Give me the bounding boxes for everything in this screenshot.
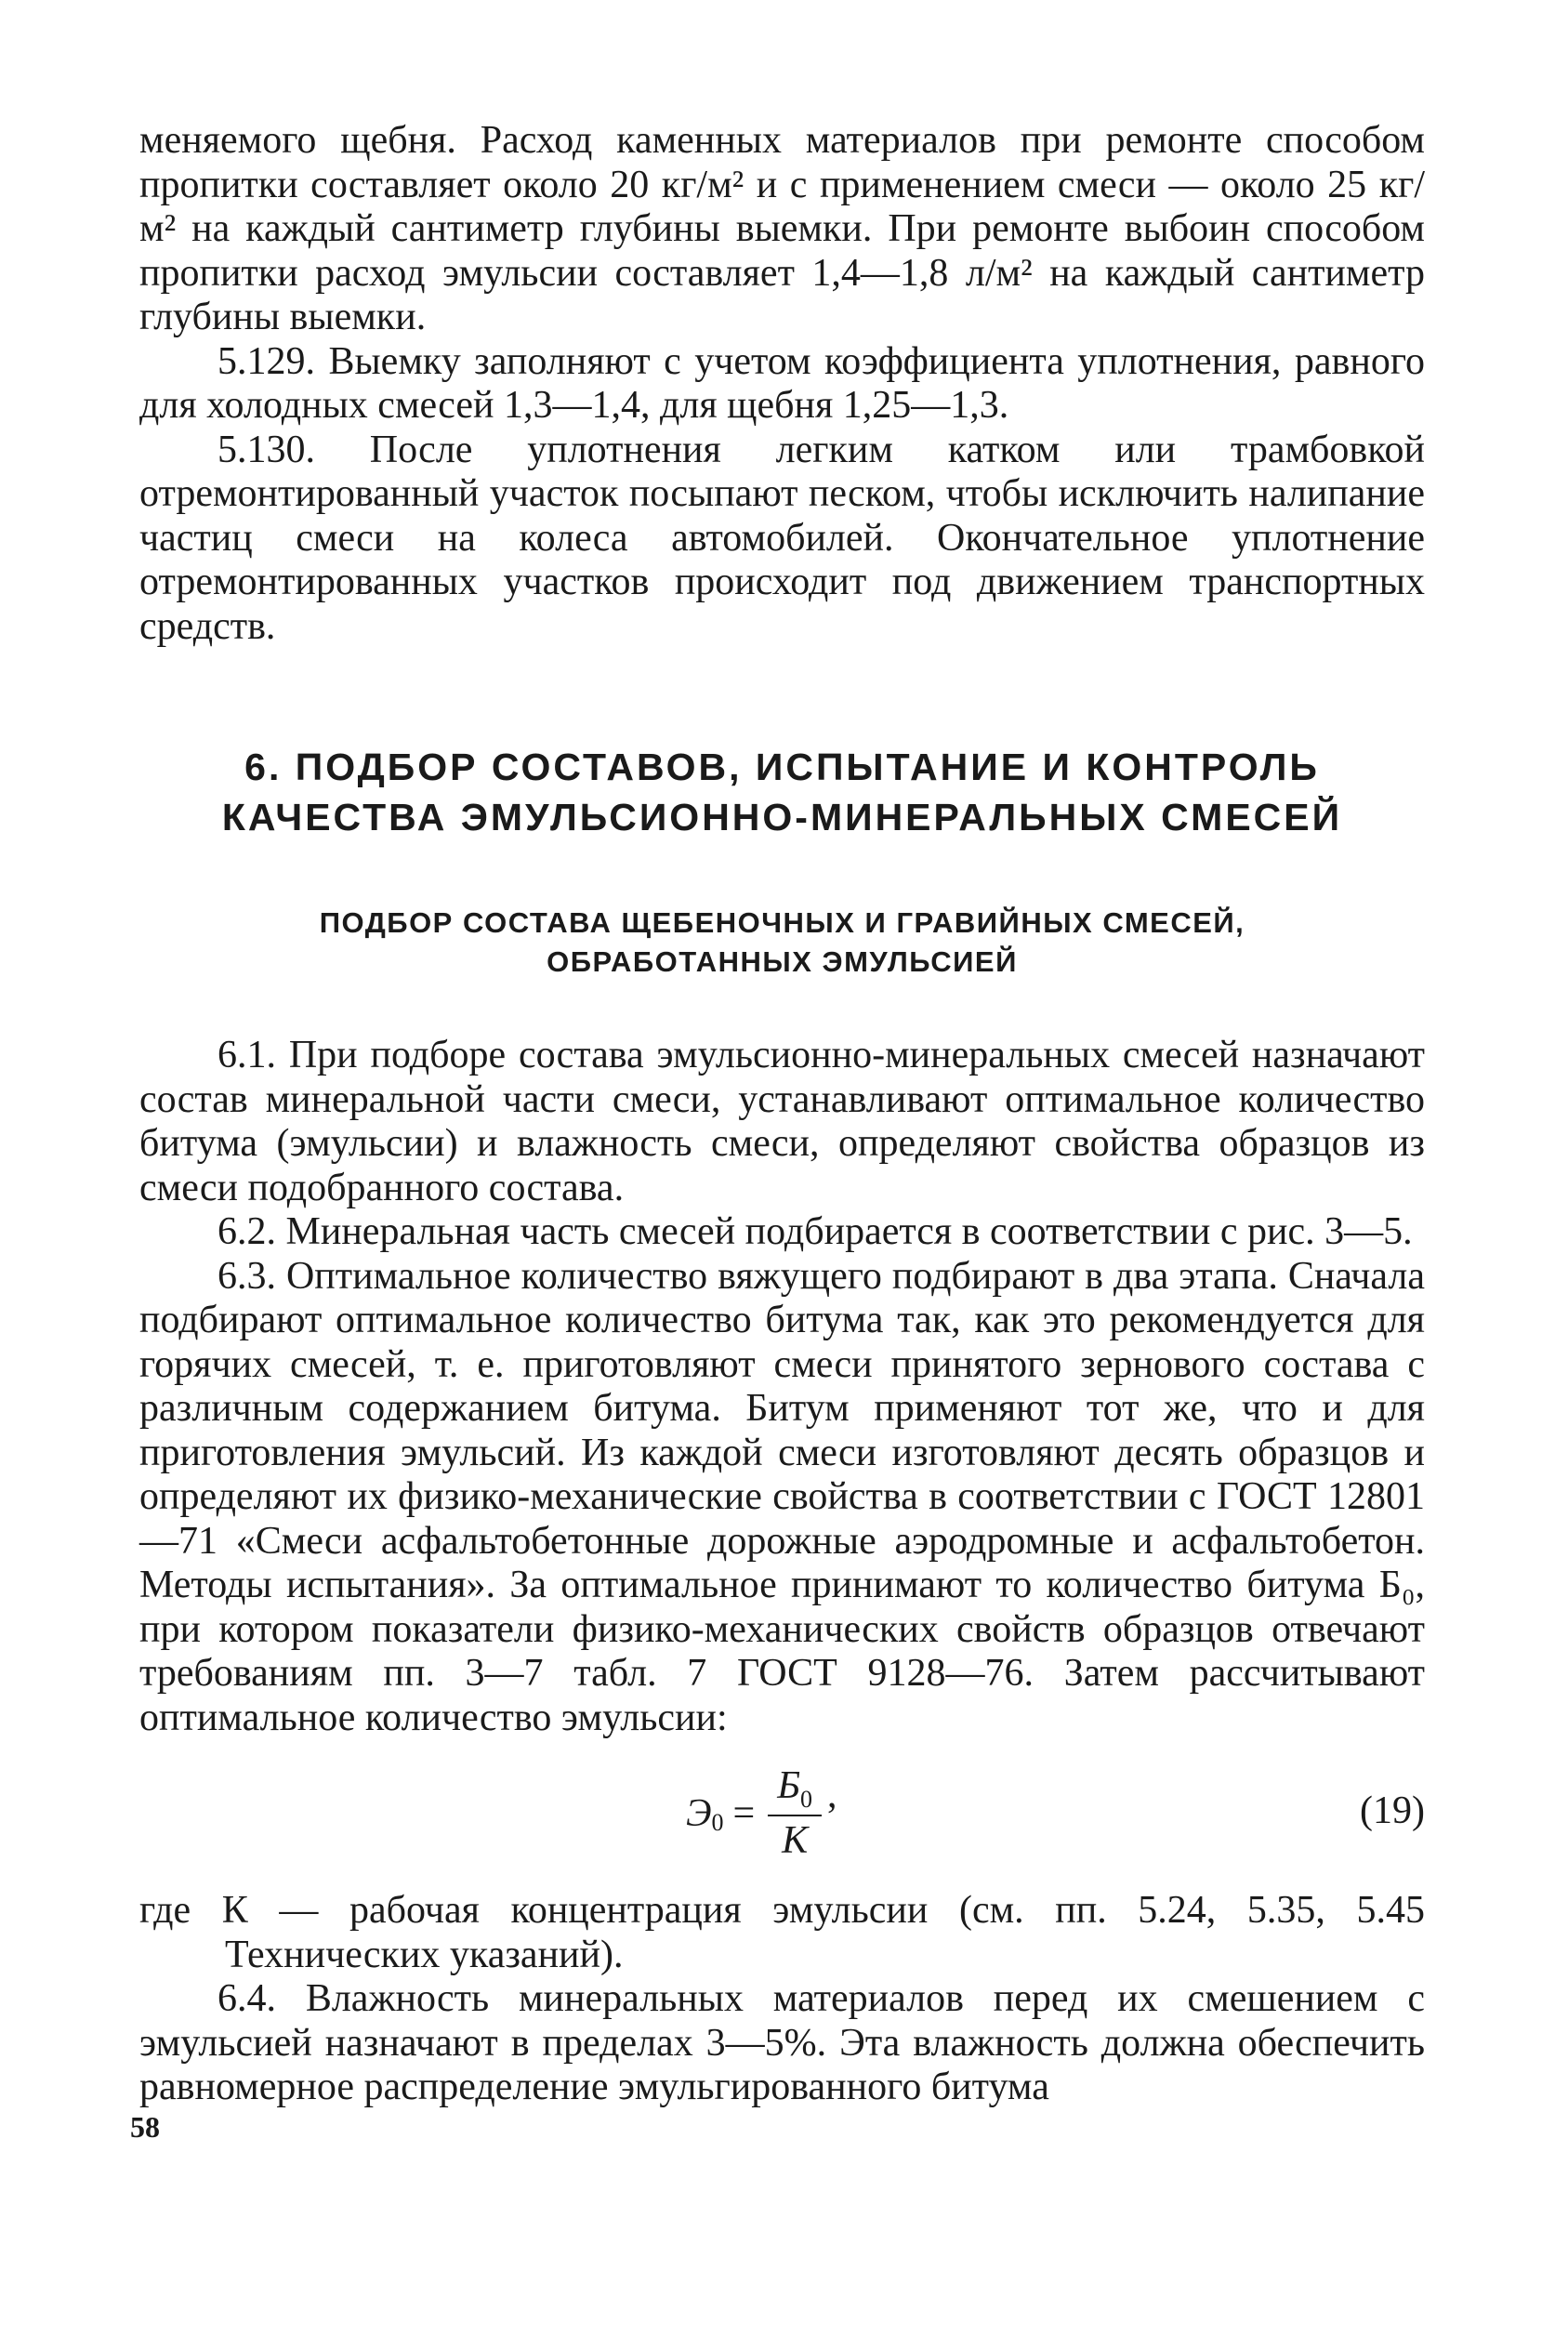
subsection-title bbox=[139, 904, 1425, 982]
paragraph-5-129: 5.129. Выемку заполняют с учетом коэффициента уплотнения, равного для холодных смесей 1,3—1,4, для щебня 1,25—1,3. bbox=[139, 339, 1425, 427]
formula-number: (19) bbox=[1360, 1789, 1425, 1832]
formula-numerator-subscript: 0 bbox=[799, 1786, 812, 1813]
paragraph-5-130: 5.130. После уплотнения легким катком или трамбовкой отремонтированный участок посыпают песком, чтобы исключить налипание частиц смеси на колеса автомобилей. Окончательное уплотнение отремонтированных участков происходит под движением транспортных средств. bbox=[139, 428, 1425, 648]
paragraph-6-3: 6.3. Оптимальное количество вяжущего подбирают в два этапа. Сначала подбирают оптимальное количество битума так, как это рекомендуется для горячих смесей, т. е. приготовляют смеси принятого зернового состава с различным содержанием битума. Битум применяют тот же, что и для приготовления эмульсий. Из каждой смеси изготовляют десять образцов и определяют их физико-механические свойства в соответствии с ГОСТ 12801—71 «Смеси асфальтобетонные дорожные аэродромные и асфальтобетон. Методы испытания». За оптимальное принимают то количество битума Б₀, при котором показатели физико-механических свойств образцов отвечают требованиям пп. 3—7 табл. 7 ГОСТ 9128—76. Затем рассчитывают оптимальное количество эмульсии: bbox=[139, 1254, 1425, 1739]
subsection-title-line-2: ОБРАБОТАННЫХ ЭМУЛЬСИЕЙ bbox=[547, 945, 1018, 978]
section-title bbox=[139, 742, 1425, 842]
section-title-line-1: 6. ПОДБОР СОСТАВОВ, ИСПЫТАНИЕ И КОНТРОЛЬ bbox=[244, 746, 1320, 788]
paragraph-6-1: 6.1. При подборе состава эмульсионно-минеральных смесей назначают состав минеральной части смеси, устанавливают оптимальное количество битума (эмульсии) и влажность смеси, определяют свойства образцов из смеси подобранного состава. bbox=[139, 1034, 1425, 1209]
formula-19 bbox=[139, 1761, 1425, 1867]
formula-numerator-symbol: Б bbox=[777, 1764, 800, 1807]
formula-lhs: Э bbox=[686, 1792, 712, 1835]
paragraph-continuation: меняемого щебня. Расход каменных материалов при ремонте способом пропитки составляет около 20 кг/м² и с применением смеси — около 25 кг/м² на каждый сантиметр глубины выемки. При ремонте выбоин способом пропитки расход эмульсии составляет 1,4—1,8 л/м² на каждый сантиметр глубины выемки. bbox=[139, 119, 1425, 338]
paragraph-6-2: 6.2. Минеральная часть смесей подбирается в соответствии с рис. 3—5. bbox=[217, 1210, 1413, 1253]
formula-equals: = bbox=[732, 1792, 756, 1835]
subsection-title-line-1: ПОДБОР СОСТАВА ЩЕБЕНОЧНЫХ И ГРАВИЙНЫХ СМЕСЕЙ, bbox=[319, 906, 1245, 939]
formula-explanation: где К — рабочая концентрация эмульсии (см. пп. 5.24, 5.35, 5.45 Технических указаний). bbox=[139, 1889, 1425, 1976]
paragraph-6-4: 6.4. Влажность минеральных материалов перед их смешением с эмульсией назначают в пределах 3—5%. Эта влажность должна обеспечить равномерное распределение эмульгированного битума bbox=[139, 1977, 1425, 2108]
formula-lhs-subscript: 0 bbox=[711, 1809, 724, 1836]
formula-denominator: К bbox=[782, 1819, 809, 1862]
formula-comma: , bbox=[826, 1774, 837, 1816]
formula-fraction bbox=[768, 1764, 822, 1863]
formula-expression bbox=[686, 1761, 837, 1867]
formula-numerator bbox=[768, 1764, 822, 1816]
page-number: 58 bbox=[130, 2110, 160, 2144]
section-title-line-2: КАЧЕСТВА ЭМУЛЬСИОННО-МИНЕРАЛЬНЫХ СМЕСЕЙ bbox=[221, 796, 1343, 838]
page-content bbox=[139, 119, 1425, 2110]
section-spacer bbox=[139, 649, 1425, 742]
